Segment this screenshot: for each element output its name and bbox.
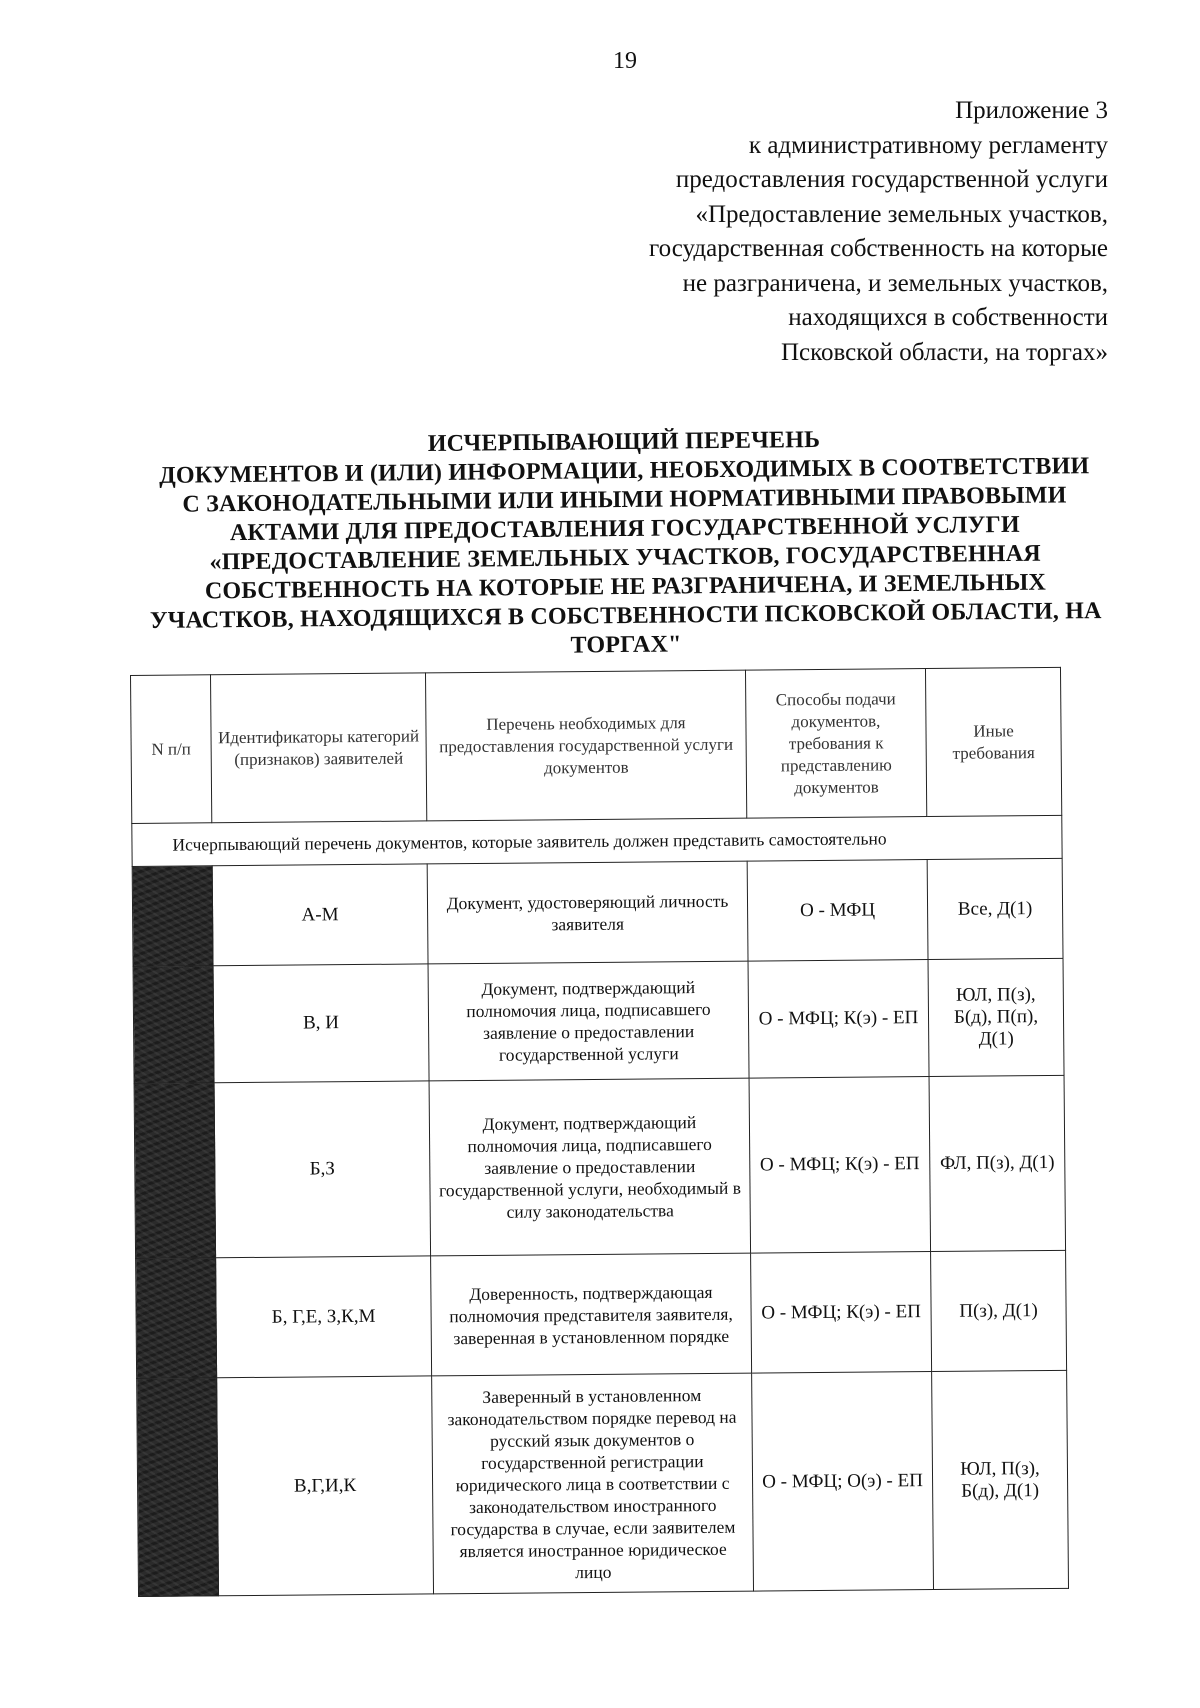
row-methods: О - МФЦ; К(э) - ЕП — [751, 1252, 932, 1374]
table-row — [136, 1250, 1067, 1378]
header-documents: Перечень необходимых для предоставления государственной услуги документов — [425, 670, 746, 821]
row-methods: О - МФЦ; К(э) - ЕП — [749, 1077, 931, 1254]
table-header-row — [131, 667, 1062, 823]
header-other: Иные требования — [925, 667, 1061, 816]
row-methods: О - МФЦ; К(э) - ЕП — [748, 960, 929, 1079]
page-number: 19 — [613, 48, 637, 74]
row-document: Документ, подтверждающий полномочия лица, подписавшего заявление о предоставлении государственной услуги — [428, 961, 749, 1081]
appendix-line: Приложение 3 — [955, 97, 1108, 124]
header-methods: Способы подачи документов, требования к представлению документов — [745, 669, 926, 819]
row-document: Документ, удостоверяющий личность заявителя — [427, 861, 748, 964]
row-other: ЮЛ, П(з), Б(д), П(п), Д(1) — [928, 958, 1064, 1076]
appendix-line: предоставления государственной услуги — [675, 166, 1108, 193]
document-title — [129, 423, 1121, 665]
row-other: ФЛ, П(з), Д(1) — [929, 1075, 1066, 1251]
redacted-cell — [133, 966, 214, 1084]
row-identifiers: А-М — [212, 864, 428, 966]
redacted-cell — [136, 1258, 217, 1379]
title-line: УЧАСТКОВ, НАХОДЯЩИХСЯ В СОБСТВЕННОСТИ ПСКОВСКОЙ ОБЛАСТИ, НА — [149, 598, 1102, 634]
appendix-line: не разграничена, и земельных участков, — [682, 269, 1108, 297]
title-line: ИСЧЕРПЫВАЮЩИЙ ПЕРЕЧЕНЬ — [427, 426, 821, 458]
title-line: ДОКУМЕНТОВ И (ИЛИ) ИНФОРМАЦИИ, НЕОБХОДИМЫХ В СООТВЕТСТВИИ — [159, 453, 1090, 489]
redacted-cell — [134, 1083, 216, 1259]
row-methods: О - МФЦ — [747, 860, 928, 962]
appendix-line: находящихся в собственности — [788, 304, 1108, 331]
title-line: ТОРГАХ" — [570, 631, 682, 659]
table-row — [137, 1370, 1069, 1596]
section-title: Исчерпывающий перечень документов, которые заявитель должен представить самостоятельно — [132, 815, 1062, 866]
redacted-cell — [132, 866, 213, 967]
row-methods: О - МФЦ; О(э) - ЕП — [752, 1372, 934, 1592]
appendix-note — [508, 94, 1108, 370]
header-num: N п/п — [131, 675, 212, 824]
row-document: Доверенность, подтверждающая полномочия представителя заявителя, заверенная в установленном порядке — [431, 1253, 752, 1376]
row-identifiers: Б,З — [214, 1081, 431, 1258]
title-line: С ЗАКОНОДАТЕЛЬНЫМИ ИЛИ ИНЫМИ НОРМАТИВНЫМИ ПРАВОВЫМИ — [182, 482, 1067, 518]
row-identifiers: В,Г,И,К — [217, 1376, 434, 1596]
row-document: Документ, подтверждающий полномочия лица, подписавшего заявление о предоставлении государственной услуги, необходимый в силу законодательства — [429, 1078, 751, 1256]
row-other: Все, Д(1) — [927, 858, 1063, 959]
header-identifiers: Идентификаторы категорий (признаков) заявителей — [211, 673, 427, 823]
table-row — [133, 958, 1064, 1083]
row-identifiers: Б, Г,Е, З,К,М — [216, 1256, 432, 1378]
appendix-line: к административному регламенту — [748, 131, 1108, 159]
redacted-cell — [137, 1378, 219, 1597]
title-line: СОБСТВЕННОСТЬ НА КОТОРЫЕ НЕ РАЗГРАНИЧЕНА, И ЗЕМЕЛЬНЫХ — [204, 569, 1047, 605]
row-other: ЮЛ, П(з), Б(д), Д(1) — [932, 1370, 1069, 1589]
title-line: «ПРЕДОСТАВЛЕНИЕ ЗЕМЕЛЬНЫХ УЧАСТКОВ, ГОСУДАРСТВЕННАЯ — [209, 540, 1041, 576]
documents-table — [130, 667, 1069, 1597]
table-row — [134, 1075, 1065, 1258]
row-document: Заверенный в установленном законодательством порядке перевод на русский язык документов о государственной регистрации юридического лица в соответствии с законодательством иностранного государства в случае, если заявителем является иностранное юридическое лицо — [432, 1373, 754, 1594]
documents-table-container — [130, 667, 1068, 1597]
row-identifiers: В, И — [213, 964, 429, 1083]
appendix-line: Псковской области, на торгах» — [780, 338, 1108, 366]
appendix-line: «Предоставление земельных участков, — [695, 200, 1108, 228]
appendix-line: государственная собственность на которые — [648, 235, 1108, 262]
table-row — [132, 858, 1063, 966]
row-other: П(з), Д(1) — [931, 1250, 1067, 1371]
title-line: АКТАМИ ДЛЯ ПРЕДОСТАВЛЕНИЯ ГОСУДАРСТВЕННОЙ УСЛУГИ — [229, 511, 1020, 547]
